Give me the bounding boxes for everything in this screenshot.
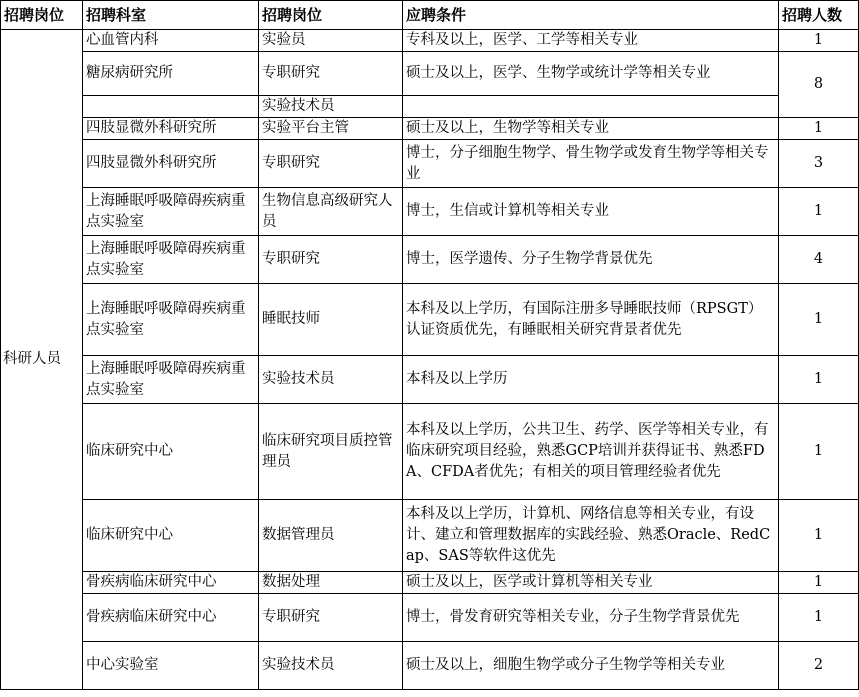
position-cell: 实验平台主管: [259, 118, 403, 140]
position-cell: 专职研究: [259, 52, 403, 96]
department-cell: 四肢显微外科研究所: [83, 118, 259, 140]
count-cell: 1: [779, 118, 859, 140]
header-category: 招聘岗位: [1, 1, 83, 30]
requirements-cell: 硕士及以上，医学、生物学或统计学等相关专业: [403, 52, 779, 96]
requirements-cell: 本科及以上学历，计算机、网络信息等相关专业，有设计、建立和管理数据库的实践经验、熟悉Oracle、RedCap、SAS等软件这优先: [403, 500, 779, 572]
requirements-cell: 本科及以上学历: [403, 356, 779, 404]
table-row: [1, 356, 859, 404]
position-cell: 数据管理员: [259, 500, 403, 572]
table-row: [1, 96, 859, 118]
position-cell: 临床研究项目质控管理员: [259, 404, 403, 500]
department-cell: 中心实验室: [83, 642, 259, 690]
requirements-cell: 本科及以上学历，公共卫生、药学、医学等相关专业，有临床研究项目经验，熟悉GCP培训并获得证书、熟悉FDA、CFDA者优先；有相关的项目管理经验者优先: [403, 404, 779, 500]
requirements-cell: 本科及以上学历，有国际注册多导睡眠技师（RPSGT）认证资质优先，有睡眠相关研究背景者优先: [403, 284, 779, 356]
department-cell: [83, 96, 259, 118]
table-row: [1, 404, 859, 500]
position-cell: 生物信息高级研究人员: [259, 188, 403, 236]
position-cell: 专职研究: [259, 140, 403, 188]
position-cell: 专职研究: [259, 236, 403, 284]
table-row: [1, 30, 859, 52]
requirements-cell: 专科及以上，医学、工学等相关专业: [403, 30, 779, 52]
count-cell: 1: [779, 404, 859, 500]
count-cell: 1: [779, 30, 859, 52]
department-cell: 心血管内科: [83, 30, 259, 52]
department-cell: 骨疾病临床研究中心: [83, 594, 259, 642]
header-position: 招聘岗位: [259, 1, 403, 30]
count-cell: 1: [779, 188, 859, 236]
count-cell: 1: [779, 594, 859, 642]
table-row: [1, 642, 859, 690]
department-cell: 四肢显微外科研究所: [83, 140, 259, 188]
header-requirements: 应聘条件: [403, 1, 779, 30]
table-row: [1, 188, 859, 236]
requirements-cell: 硕士及以上，细胞生物学或分子生物学等相关专业: [403, 642, 779, 690]
header-count: 招聘人数: [779, 1, 859, 30]
department-cell: 糖尿病研究所: [83, 52, 259, 96]
count-cell: 1: [779, 284, 859, 356]
count-cell: 4: [779, 236, 859, 284]
category-cell: 科研人员: [1, 30, 83, 690]
position-cell: 实验技术员: [259, 356, 403, 404]
table-row: [1, 52, 859, 96]
table-row: [1, 236, 859, 284]
table-row: [1, 572, 859, 594]
requirements-cell: 博士，分子细胞生物学、骨生物学或发育生物学等相关专业: [403, 140, 779, 188]
count-cell: 1: [779, 500, 859, 572]
table-row: [1, 594, 859, 642]
department-cell: 骨疾病临床研究中心: [83, 572, 259, 594]
department-cell: 临床研究中心: [83, 500, 259, 572]
position-cell: 实验技术员: [259, 96, 403, 118]
position-cell: 专职研究: [259, 594, 403, 642]
table-row: [1, 500, 859, 572]
department-cell: 上海睡眠呼吸障碍疾病重点实验室: [83, 236, 259, 284]
count-cell: 8: [779, 52, 859, 118]
requirements-cell: [403, 96, 779, 118]
requirements-cell: 硕士及以上，医学或计算机等相关专业: [403, 572, 779, 594]
count-cell: 1: [779, 356, 859, 404]
department-cell: 临床研究中心: [83, 404, 259, 500]
header-row: [1, 1, 859, 30]
header-department: 招聘科室: [83, 1, 259, 30]
position-cell: 数据处理: [259, 572, 403, 594]
requirements-cell: 博士，生信或计算机等相关专业: [403, 188, 779, 236]
position-cell: 实验技术员: [259, 642, 403, 690]
table-row: [1, 284, 859, 356]
department-cell: 上海睡眠呼吸障碍疾病重点实验室: [83, 356, 259, 404]
requirements-cell: 博士，医学遗传、分子生物学背景优先: [403, 236, 779, 284]
requirements-cell: 硕士及以上，生物学等相关专业: [403, 118, 779, 140]
table-row: [1, 140, 859, 188]
department-cell: 上海睡眠呼吸障碍疾病重点实验室: [83, 284, 259, 356]
table-row: [1, 118, 859, 140]
count-cell: 2: [779, 642, 859, 690]
requirements-cell: 博士，骨发育研究等相关专业，分子生物学背景优先: [403, 594, 779, 642]
position-cell: 睡眠技师: [259, 284, 403, 356]
count-cell: 1: [779, 572, 859, 594]
department-cell: 上海睡眠呼吸障碍疾病重点实验室: [83, 188, 259, 236]
position-cell: 实验员: [259, 30, 403, 52]
count-cell: 3: [779, 140, 859, 188]
